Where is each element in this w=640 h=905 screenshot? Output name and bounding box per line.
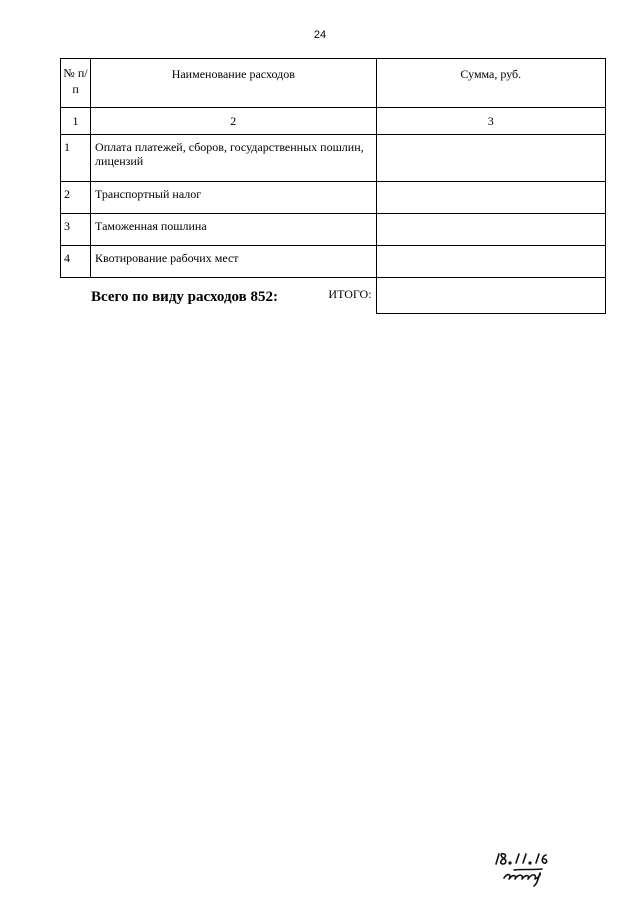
row-num: 2 bbox=[61, 182, 91, 214]
row-name: Квотирование рабочих мест bbox=[91, 246, 377, 278]
table-row bbox=[61, 135, 606, 182]
expense-table bbox=[60, 58, 606, 314]
total-value bbox=[376, 278, 605, 314]
header-num-label: № п/п bbox=[63, 66, 88, 96]
summary-heading: Всего по виду расходов 852: bbox=[91, 289, 279, 305]
column-index-cell: 3 bbox=[376, 108, 605, 135]
row-sum bbox=[376, 182, 605, 214]
header-num bbox=[61, 59, 91, 108]
page-number: 24 bbox=[313, 29, 327, 41]
table-row bbox=[61, 214, 606, 246]
header-sum bbox=[376, 59, 605, 108]
row-name: Оплата платежей, сборов, государственных пошлин, лицензий bbox=[91, 135, 377, 182]
column-index-row bbox=[61, 108, 606, 135]
table-row bbox=[61, 182, 606, 214]
signature-icon bbox=[490, 848, 570, 888]
handwritten-signature bbox=[490, 848, 570, 888]
column-index-cell: 2 bbox=[91, 108, 377, 135]
row-sum bbox=[376, 246, 605, 278]
row-num: 1 bbox=[61, 135, 91, 182]
header-name bbox=[91, 59, 377, 108]
row-name: Таможенная пошлина bbox=[91, 214, 377, 246]
row-num: 4 bbox=[61, 246, 91, 278]
total-blank bbox=[61, 278, 91, 314]
total-label: ИТОГО: bbox=[328, 287, 372, 301]
row-sum bbox=[376, 135, 605, 182]
header-name-label: Наименование расходов bbox=[171, 67, 295, 81]
header-sum-label: Сумма, руб. bbox=[460, 67, 522, 81]
table-row bbox=[61, 246, 606, 278]
row-name: Транспортный налог bbox=[91, 182, 377, 214]
row-num: 3 bbox=[61, 214, 91, 246]
column-index-cell: 1 bbox=[61, 108, 91, 135]
row-sum bbox=[376, 214, 605, 246]
table-header-row bbox=[61, 59, 606, 108]
